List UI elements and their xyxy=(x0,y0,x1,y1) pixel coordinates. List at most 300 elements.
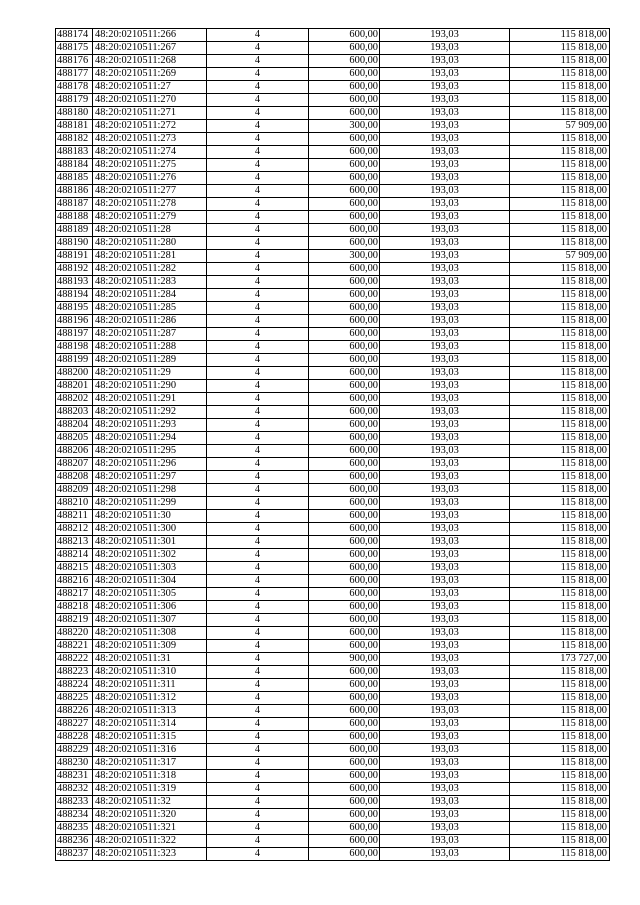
record-id-cell: 488195 xyxy=(56,302,93,315)
category-cell: 4 xyxy=(207,146,309,159)
cadastral-number-cell: 48:20:0210511:280 xyxy=(93,237,207,250)
record-id-cell: 488182 xyxy=(56,133,93,146)
area-cell: 600,00 xyxy=(309,614,380,627)
rate-cell: 193,03 xyxy=(380,341,510,354)
category-cell: 4 xyxy=(207,81,309,94)
rate-cell: 193,03 xyxy=(380,289,510,302)
area-cell: 600,00 xyxy=(309,81,380,94)
area-cell: 600,00 xyxy=(309,172,380,185)
value-cell: 115 818,00 xyxy=(510,471,610,484)
cadastral-number-cell: 48:20:0210511:274 xyxy=(93,146,207,159)
category-cell: 4 xyxy=(207,68,309,81)
category-cell: 4 xyxy=(207,263,309,276)
cadastral-number-cell: 48:20:0210511:279 xyxy=(93,211,207,224)
cadastral-number-cell: 48:20:0210511:304 xyxy=(93,575,207,588)
category-cell: 4 xyxy=(207,159,309,172)
rate-cell: 193,03 xyxy=(380,744,510,757)
cadastral-number-cell: 48:20:0210511:285 xyxy=(93,302,207,315)
rate-cell: 193,03 xyxy=(380,42,510,55)
area-cell: 600,00 xyxy=(309,809,380,822)
area-cell: 900,00 xyxy=(309,653,380,666)
category-cell: 4 xyxy=(207,367,309,380)
category-cell: 4 xyxy=(207,757,309,770)
category-cell: 4 xyxy=(207,822,309,835)
rate-cell: 193,03 xyxy=(380,94,510,107)
category-cell: 4 xyxy=(207,588,309,601)
record-id-cell: 488232 xyxy=(56,783,93,796)
value-cell: 115 818,00 xyxy=(510,510,610,523)
record-id-cell: 488224 xyxy=(56,679,93,692)
table-row xyxy=(56,328,610,341)
area-cell: 600,00 xyxy=(309,276,380,289)
area-cell: 600,00 xyxy=(309,588,380,601)
table-row xyxy=(56,263,610,276)
record-id-cell: 488197 xyxy=(56,328,93,341)
area-cell: 600,00 xyxy=(309,510,380,523)
rate-cell: 193,03 xyxy=(380,497,510,510)
value-cell: 115 818,00 xyxy=(510,562,610,575)
rate-cell: 193,03 xyxy=(380,432,510,445)
rate-cell: 193,03 xyxy=(380,107,510,120)
value-cell: 115 818,00 xyxy=(510,263,610,276)
table-row xyxy=(56,809,610,822)
cadastral-number-cell: 48:20:0210511:322 xyxy=(93,835,207,848)
value-cell: 115 818,00 xyxy=(510,367,610,380)
cadastral-number-cell: 48:20:0210511:295 xyxy=(93,445,207,458)
area-cell: 600,00 xyxy=(309,198,380,211)
record-id-cell: 488177 xyxy=(56,68,93,81)
rate-cell: 193,03 xyxy=(380,666,510,679)
value-cell: 115 818,00 xyxy=(510,679,610,692)
record-id-cell: 488231 xyxy=(56,770,93,783)
cadastral-number-cell: 48:20:0210511:30 xyxy=(93,510,207,523)
category-cell: 4 xyxy=(207,562,309,575)
area-cell: 600,00 xyxy=(309,211,380,224)
cadastral-number-cell: 48:20:0210511:276 xyxy=(93,172,207,185)
table-row xyxy=(56,302,610,315)
value-cell: 115 818,00 xyxy=(510,107,610,120)
rate-cell: 193,03 xyxy=(380,627,510,640)
value-cell: 57 909,00 xyxy=(510,250,610,263)
area-cell: 600,00 xyxy=(309,107,380,120)
area-cell: 600,00 xyxy=(309,601,380,614)
value-cell: 173 727,00 xyxy=(510,653,610,666)
category-cell: 4 xyxy=(207,94,309,107)
record-id-cell: 488209 xyxy=(56,484,93,497)
rate-cell: 193,03 xyxy=(380,302,510,315)
category-cell: 4 xyxy=(207,289,309,302)
table-row xyxy=(56,94,610,107)
rate-cell: 193,03 xyxy=(380,315,510,328)
area-cell: 600,00 xyxy=(309,341,380,354)
area-cell: 600,00 xyxy=(309,458,380,471)
cadastral-number-cell: 48:20:0210511:284 xyxy=(93,289,207,302)
cadastral-number-cell: 48:20:0210511:305 xyxy=(93,588,207,601)
category-cell: 4 xyxy=(207,341,309,354)
cadastral-number-cell: 48:20:0210511:299 xyxy=(93,497,207,510)
value-cell: 115 818,00 xyxy=(510,406,610,419)
category-cell: 4 xyxy=(207,783,309,796)
cadastral-number-cell: 48:20:0210511:28 xyxy=(93,224,207,237)
rate-cell: 193,03 xyxy=(380,211,510,224)
record-id-cell: 488191 xyxy=(56,250,93,263)
value-cell: 115 818,00 xyxy=(510,172,610,185)
rate-cell: 193,03 xyxy=(380,562,510,575)
value-cell: 115 818,00 xyxy=(510,94,610,107)
rate-cell: 193,03 xyxy=(380,55,510,68)
rate-cell: 193,03 xyxy=(380,81,510,94)
value-cell: 115 818,00 xyxy=(510,614,610,627)
value-cell: 115 818,00 xyxy=(510,718,610,731)
record-id-cell: 488217 xyxy=(56,588,93,601)
record-id-cell: 488193 xyxy=(56,276,93,289)
record-id-cell: 488213 xyxy=(56,536,93,549)
record-id-cell: 488184 xyxy=(56,159,93,172)
category-cell: 4 xyxy=(207,198,309,211)
record-id-cell: 488227 xyxy=(56,718,93,731)
record-id-cell: 488220 xyxy=(56,627,93,640)
record-id-cell: 488221 xyxy=(56,640,93,653)
value-cell: 115 818,00 xyxy=(510,588,610,601)
table-row xyxy=(56,380,610,393)
table-row xyxy=(56,289,610,302)
rate-cell: 193,03 xyxy=(380,224,510,237)
cadastral-number-cell: 48:20:0210511:292 xyxy=(93,406,207,419)
area-cell: 600,00 xyxy=(309,575,380,588)
area-cell: 600,00 xyxy=(309,822,380,835)
record-id-cell: 488237 xyxy=(56,848,93,861)
value-cell: 115 818,00 xyxy=(510,211,610,224)
value-cell: 115 818,00 xyxy=(510,159,610,172)
cadastral-number-cell: 48:20:0210511:296 xyxy=(93,458,207,471)
table-row xyxy=(56,29,610,42)
value-cell: 115 818,00 xyxy=(510,237,610,250)
table-row xyxy=(56,666,610,679)
value-cell: 115 818,00 xyxy=(510,835,610,848)
table-row xyxy=(56,835,610,848)
table-row xyxy=(56,81,610,94)
category-cell: 4 xyxy=(207,770,309,783)
area-cell: 600,00 xyxy=(309,549,380,562)
record-id-cell: 488189 xyxy=(56,224,93,237)
area-cell: 600,00 xyxy=(309,68,380,81)
table-row xyxy=(56,471,610,484)
cadastral-number-cell: 48:20:0210511:297 xyxy=(93,471,207,484)
area-cell: 600,00 xyxy=(309,315,380,328)
record-id-cell: 488200 xyxy=(56,367,93,380)
rate-cell: 193,03 xyxy=(380,614,510,627)
cadastral-number-cell: 48:20:0210511:293 xyxy=(93,419,207,432)
area-cell: 600,00 xyxy=(309,289,380,302)
table-row xyxy=(56,653,610,666)
rate-cell: 193,03 xyxy=(380,835,510,848)
record-id-cell: 488196 xyxy=(56,315,93,328)
record-id-cell: 488180 xyxy=(56,107,93,120)
area-cell: 600,00 xyxy=(309,263,380,276)
value-cell: 115 818,00 xyxy=(510,666,610,679)
cadastral-number-cell: 48:20:0210511:266 xyxy=(93,29,207,42)
table-row xyxy=(56,68,610,81)
table-row xyxy=(56,120,610,133)
rate-cell: 193,03 xyxy=(380,796,510,809)
value-cell: 57 909,00 xyxy=(510,120,610,133)
record-id-cell: 488216 xyxy=(56,575,93,588)
table-row xyxy=(56,575,610,588)
record-id-cell: 488176 xyxy=(56,55,93,68)
value-cell: 115 818,00 xyxy=(510,328,610,341)
value-cell: 115 818,00 xyxy=(510,549,610,562)
category-cell: 4 xyxy=(207,302,309,315)
value-cell: 115 818,00 xyxy=(510,484,610,497)
table-row xyxy=(56,393,610,406)
area-cell: 600,00 xyxy=(309,185,380,198)
rate-cell: 193,03 xyxy=(380,159,510,172)
record-id-cell: 488190 xyxy=(56,237,93,250)
value-cell: 115 818,00 xyxy=(510,185,610,198)
table-row xyxy=(56,731,610,744)
value-cell: 115 818,00 xyxy=(510,575,610,588)
area-cell: 600,00 xyxy=(309,55,380,68)
table-row xyxy=(56,458,610,471)
table-row xyxy=(56,718,610,731)
record-id-cell: 488205 xyxy=(56,432,93,445)
value-cell: 115 818,00 xyxy=(510,692,610,705)
category-cell: 4 xyxy=(207,575,309,588)
rate-cell: 193,03 xyxy=(380,406,510,419)
value-cell: 115 818,00 xyxy=(510,276,610,289)
table-row xyxy=(56,705,610,718)
area-cell: 600,00 xyxy=(309,562,380,575)
table-row xyxy=(56,159,610,172)
rate-cell: 193,03 xyxy=(380,120,510,133)
rate-cell: 193,03 xyxy=(380,692,510,705)
record-id-cell: 488206 xyxy=(56,445,93,458)
value-cell: 115 818,00 xyxy=(510,198,610,211)
category-cell: 4 xyxy=(207,614,309,627)
area-cell: 600,00 xyxy=(309,757,380,770)
category-cell: 4 xyxy=(207,315,309,328)
area-cell: 600,00 xyxy=(309,705,380,718)
value-cell: 115 818,00 xyxy=(510,393,610,406)
area-cell: 600,00 xyxy=(309,367,380,380)
category-cell: 4 xyxy=(207,107,309,120)
record-id-cell: 488204 xyxy=(56,419,93,432)
table-row xyxy=(56,185,610,198)
value-cell: 115 818,00 xyxy=(510,458,610,471)
cadastral-number-cell: 48:20:0210511:317 xyxy=(93,757,207,770)
category-cell: 4 xyxy=(207,250,309,263)
rate-cell: 193,03 xyxy=(380,731,510,744)
table-row xyxy=(56,315,610,328)
record-id-cell: 488223 xyxy=(56,666,93,679)
cadastral-number-cell: 48:20:0210511:31 xyxy=(93,653,207,666)
table-row xyxy=(56,549,610,562)
table-row xyxy=(56,679,610,692)
table-row xyxy=(56,523,610,536)
category-cell: 4 xyxy=(207,536,309,549)
record-id-cell: 488183 xyxy=(56,146,93,159)
table-row xyxy=(56,640,610,653)
record-id-cell: 488187 xyxy=(56,198,93,211)
value-cell: 115 818,00 xyxy=(510,315,610,328)
cadastral-number-cell: 48:20:0210511:300 xyxy=(93,523,207,536)
rate-cell: 193,03 xyxy=(380,848,510,861)
rate-cell: 193,03 xyxy=(380,783,510,796)
cadastral-number-cell: 48:20:0210511:267 xyxy=(93,42,207,55)
value-cell: 115 818,00 xyxy=(510,419,610,432)
rate-cell: 193,03 xyxy=(380,536,510,549)
table-row xyxy=(56,107,610,120)
value-cell: 115 818,00 xyxy=(510,536,610,549)
area-cell: 600,00 xyxy=(309,640,380,653)
category-cell: 4 xyxy=(207,55,309,68)
value-cell: 115 818,00 xyxy=(510,822,610,835)
area-cell: 600,00 xyxy=(309,302,380,315)
record-id-cell: 488230 xyxy=(56,757,93,770)
cadastral-number-cell: 48:20:0210511:283 xyxy=(93,276,207,289)
category-cell: 4 xyxy=(207,406,309,419)
cadastral-number-cell: 48:20:0210511:312 xyxy=(93,692,207,705)
record-id-cell: 488192 xyxy=(56,263,93,276)
area-cell: 600,00 xyxy=(309,406,380,419)
cadastral-number-cell: 48:20:0210511:308 xyxy=(93,627,207,640)
record-id-cell: 488228 xyxy=(56,731,93,744)
category-cell: 4 xyxy=(207,679,309,692)
record-id-cell: 488210 xyxy=(56,497,93,510)
area-cell: 600,00 xyxy=(309,497,380,510)
table-row xyxy=(56,146,610,159)
rate-cell: 193,03 xyxy=(380,367,510,380)
value-cell: 115 818,00 xyxy=(510,796,610,809)
table-row xyxy=(56,354,610,367)
rate-cell: 193,03 xyxy=(380,601,510,614)
area-cell: 600,00 xyxy=(309,679,380,692)
cadastral-number-cell: 48:20:0210511:323 xyxy=(93,848,207,861)
cadastral-number-cell: 48:20:0210511:306 xyxy=(93,601,207,614)
rate-cell: 193,03 xyxy=(380,354,510,367)
category-cell: 4 xyxy=(207,705,309,718)
value-cell: 115 818,00 xyxy=(510,380,610,393)
table-row xyxy=(56,432,610,445)
cadastral-number-cell: 48:20:0210511:301 xyxy=(93,536,207,549)
record-id-cell: 488188 xyxy=(56,211,93,224)
parcel-table xyxy=(55,28,610,861)
table-row xyxy=(56,770,610,783)
record-id-cell: 488214 xyxy=(56,549,93,562)
rate-cell: 193,03 xyxy=(380,653,510,666)
rate-cell: 193,03 xyxy=(380,185,510,198)
record-id-cell: 488202 xyxy=(56,393,93,406)
table-row xyxy=(56,822,610,835)
area-cell: 600,00 xyxy=(309,445,380,458)
table-row xyxy=(56,276,610,289)
rate-cell: 193,03 xyxy=(380,68,510,81)
cadastral-number-cell: 48:20:0210511:275 xyxy=(93,159,207,172)
category-cell: 4 xyxy=(207,809,309,822)
area-cell: 600,00 xyxy=(309,484,380,497)
category-cell: 4 xyxy=(207,640,309,653)
category-cell: 4 xyxy=(207,653,309,666)
area-cell: 600,00 xyxy=(309,835,380,848)
cadastral-number-cell: 48:20:0210511:319 xyxy=(93,783,207,796)
record-id-cell: 488233 xyxy=(56,796,93,809)
area-cell: 600,00 xyxy=(309,770,380,783)
category-cell: 4 xyxy=(207,627,309,640)
table-row xyxy=(56,419,610,432)
cadastral-number-cell: 48:20:0210511:294 xyxy=(93,432,207,445)
area-cell: 300,00 xyxy=(309,250,380,263)
table-row xyxy=(56,757,610,770)
category-cell: 4 xyxy=(207,185,309,198)
cadastral-number-cell: 48:20:0210511:286 xyxy=(93,315,207,328)
value-cell: 115 818,00 xyxy=(510,133,610,146)
rate-cell: 193,03 xyxy=(380,133,510,146)
cadastral-number-cell: 48:20:0210511:277 xyxy=(93,185,207,198)
category-cell: 4 xyxy=(207,731,309,744)
value-cell: 115 818,00 xyxy=(510,445,610,458)
area-cell: 600,00 xyxy=(309,692,380,705)
rate-cell: 193,03 xyxy=(380,393,510,406)
area-cell: 600,00 xyxy=(309,42,380,55)
rate-cell: 193,03 xyxy=(380,237,510,250)
cadastral-number-cell: 48:20:0210511:290 xyxy=(93,380,207,393)
rate-cell: 193,03 xyxy=(380,263,510,276)
value-cell: 115 818,00 xyxy=(510,55,610,68)
rate-cell: 193,03 xyxy=(380,640,510,653)
cadastral-number-cell: 48:20:0210511:32 xyxy=(93,796,207,809)
record-id-cell: 488203 xyxy=(56,406,93,419)
rate-cell: 193,03 xyxy=(380,575,510,588)
area-cell: 600,00 xyxy=(309,328,380,341)
table-row xyxy=(56,744,610,757)
value-cell: 115 818,00 xyxy=(510,809,610,822)
cadastral-number-cell: 48:20:0210511:313 xyxy=(93,705,207,718)
record-id-cell: 488225 xyxy=(56,692,93,705)
record-id-cell: 488194 xyxy=(56,289,93,302)
value-cell: 115 818,00 xyxy=(510,744,610,757)
category-cell: 4 xyxy=(207,211,309,224)
area-cell: 600,00 xyxy=(309,432,380,445)
cadastral-number-cell: 48:20:0210511:309 xyxy=(93,640,207,653)
table-row xyxy=(56,42,610,55)
cadastral-number-cell: 48:20:0210511:320 xyxy=(93,809,207,822)
cadastral-number-cell: 48:20:0210511:272 xyxy=(93,120,207,133)
record-id-cell: 488198 xyxy=(56,341,93,354)
value-cell: 115 818,00 xyxy=(510,601,610,614)
value-cell: 115 818,00 xyxy=(510,341,610,354)
value-cell: 115 818,00 xyxy=(510,848,610,861)
record-id-cell: 488181 xyxy=(56,120,93,133)
table-row xyxy=(56,614,610,627)
value-cell: 115 818,00 xyxy=(510,705,610,718)
area-cell: 600,00 xyxy=(309,848,380,861)
cadastral-number-cell: 48:20:0210511:316 xyxy=(93,744,207,757)
record-id-cell: 488178 xyxy=(56,81,93,94)
value-cell: 115 818,00 xyxy=(510,224,610,237)
table-row xyxy=(56,250,610,263)
rate-cell: 193,03 xyxy=(380,510,510,523)
cadastral-number-cell: 48:20:0210511:29 xyxy=(93,367,207,380)
category-cell: 4 xyxy=(207,523,309,536)
table-row xyxy=(56,406,610,419)
record-id-cell: 488207 xyxy=(56,458,93,471)
category-cell: 4 xyxy=(207,549,309,562)
cadastral-number-cell: 48:20:0210511:268 xyxy=(93,55,207,68)
category-cell: 4 xyxy=(207,29,309,42)
cadastral-number-cell: 48:20:0210511:302 xyxy=(93,549,207,562)
table-row xyxy=(56,172,610,185)
table-row xyxy=(56,237,610,250)
